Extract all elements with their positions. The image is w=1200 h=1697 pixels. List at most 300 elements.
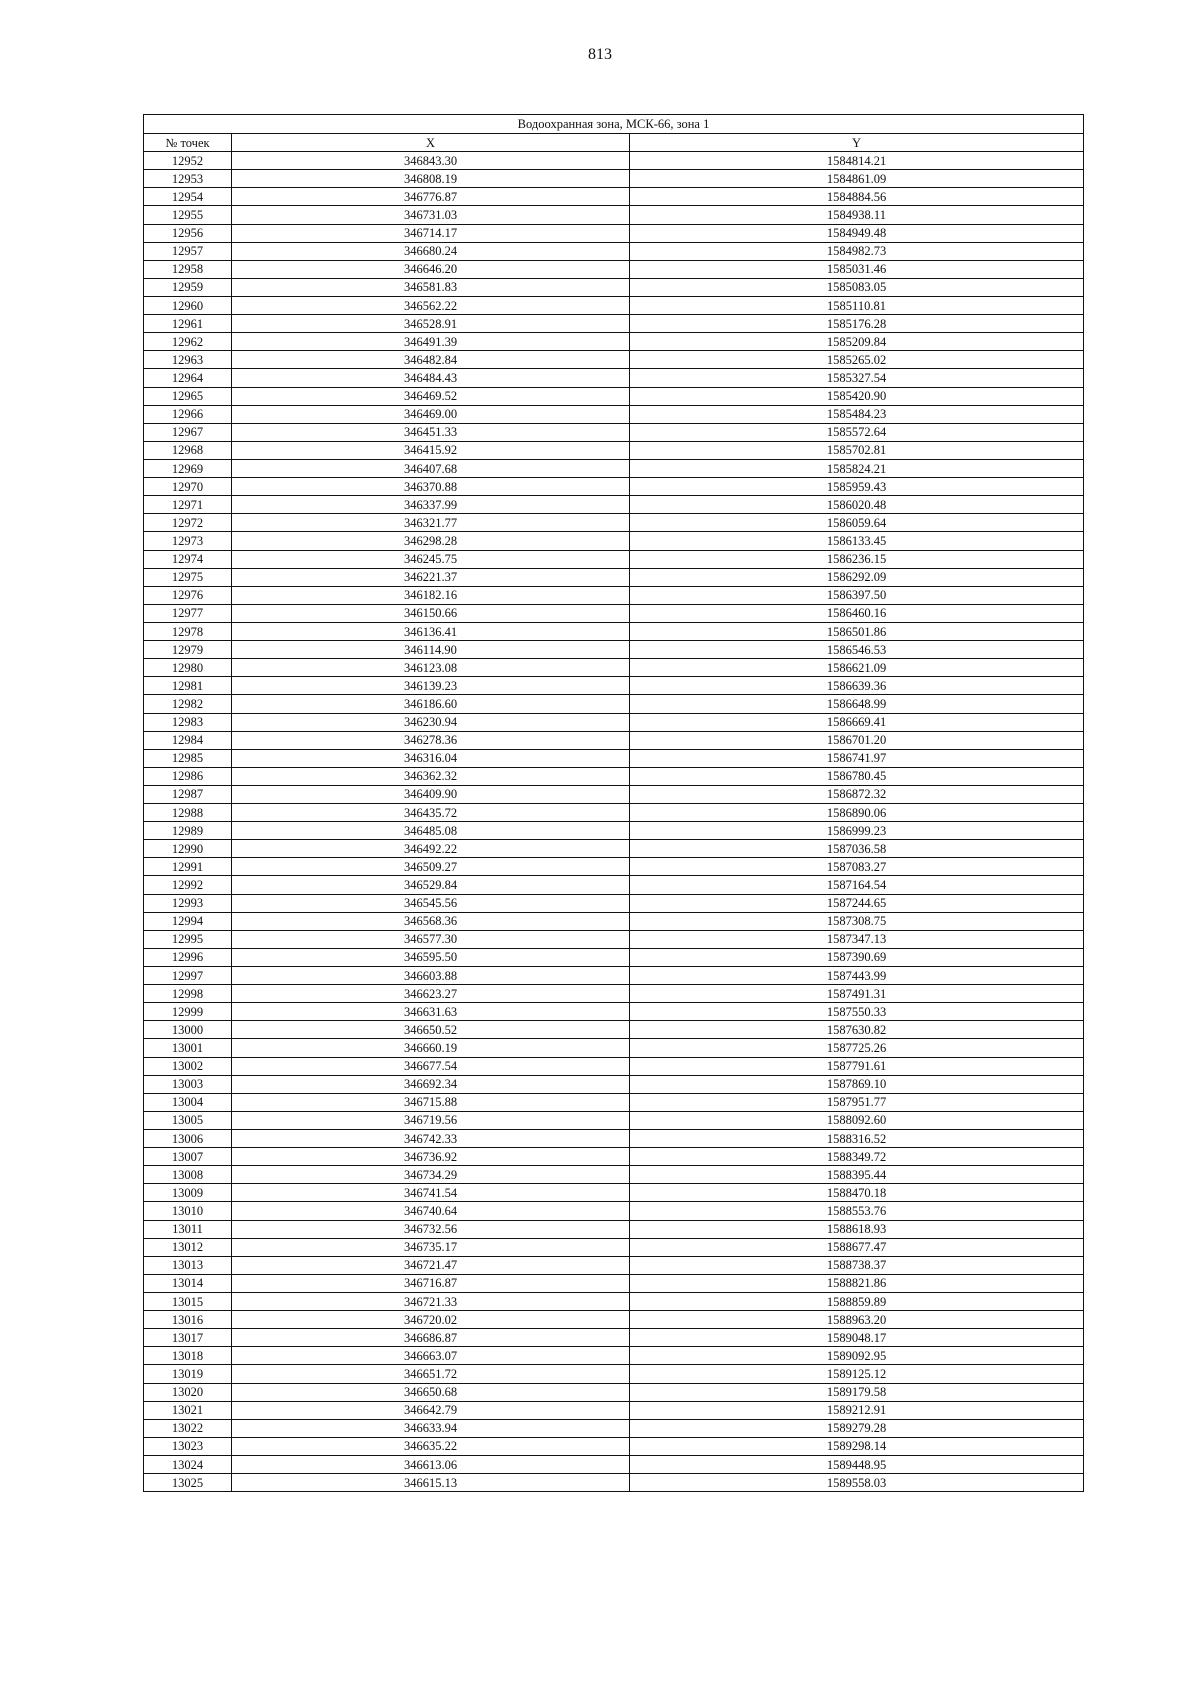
y-coordinate-cell: 1588092.60 (630, 1111, 1084, 1129)
table-row (144, 1039, 1084, 1057)
point-number-cell: 12994 (144, 912, 232, 930)
y-coordinate-cell: 1586501.86 (630, 622, 1084, 640)
point-number-cell: 13007 (144, 1148, 232, 1166)
table-body (144, 152, 1084, 1492)
table-row (144, 441, 1084, 459)
point-number-cell: 12961 (144, 315, 232, 333)
table-row (144, 224, 1084, 242)
table-row (144, 242, 1084, 260)
y-coordinate-cell: 1589298.14 (630, 1437, 1084, 1455)
point-number-cell: 12963 (144, 351, 232, 369)
table-row (144, 1093, 1084, 1111)
x-coordinate-cell: 346316.04 (232, 749, 630, 767)
x-coordinate-cell: 346715.88 (232, 1093, 630, 1111)
x-coordinate-cell: 346740.64 (232, 1202, 630, 1220)
x-coordinate-cell: 346742.33 (232, 1130, 630, 1148)
y-coordinate-cell: 1588349.72 (630, 1148, 1084, 1166)
x-coordinate-cell: 346736.92 (232, 1148, 630, 1166)
x-coordinate-cell: 346482.84 (232, 351, 630, 369)
point-number-cell: 13005 (144, 1111, 232, 1129)
x-coordinate-cell: 346123.08 (232, 659, 630, 677)
table-row (144, 731, 1084, 749)
x-coordinate-cell: 346686.87 (232, 1329, 630, 1347)
point-number-cell: 12973 (144, 532, 232, 550)
y-coordinate-cell: 1589212.91 (630, 1401, 1084, 1419)
table-row (144, 1347, 1084, 1365)
x-coordinate-cell: 346370.88 (232, 478, 630, 496)
table-row (144, 1021, 1084, 1039)
table-row (144, 713, 1084, 731)
point-number-cell: 12992 (144, 876, 232, 894)
point-number-cell: 12982 (144, 695, 232, 713)
table-row (144, 1437, 1084, 1455)
y-coordinate-cell: 1588821.86 (630, 1274, 1084, 1292)
y-coordinate-cell: 1585702.81 (630, 441, 1084, 459)
x-coordinate-cell: 346719.56 (232, 1111, 630, 1129)
table-row (144, 333, 1084, 351)
x-coordinate-cell: 346114.90 (232, 641, 630, 659)
x-coordinate-cell: 346298.28 (232, 532, 630, 550)
table-row (144, 622, 1084, 640)
y-coordinate-cell: 1589048.17 (630, 1329, 1084, 1347)
y-coordinate-cell: 1585083.05 (630, 278, 1084, 296)
x-coordinate-cell: 346595.50 (232, 948, 630, 966)
x-coordinate-cell: 346278.36 (232, 731, 630, 749)
coordinates-table (143, 114, 1084, 1492)
point-number-cell: 13012 (144, 1238, 232, 1256)
x-coordinate-cell: 346581.83 (232, 278, 630, 296)
table-row (144, 1202, 1084, 1220)
point-number-cell: 13023 (144, 1437, 232, 1455)
x-coordinate-cell: 346680.24 (232, 242, 630, 260)
point-number-cell: 13013 (144, 1256, 232, 1274)
table-row (144, 1274, 1084, 1292)
point-number-cell: 12993 (144, 894, 232, 912)
point-number-cell: 13017 (144, 1329, 232, 1347)
point-number-cell: 12985 (144, 749, 232, 767)
table-row (144, 677, 1084, 695)
y-coordinate-cell: 1586236.15 (630, 550, 1084, 568)
x-coordinate-cell: 346721.47 (232, 1256, 630, 1274)
table-row (144, 659, 1084, 677)
y-coordinate-cell: 1586059.64 (630, 514, 1084, 532)
y-coordinate-cell: 1587443.99 (630, 967, 1084, 985)
point-number-cell: 12969 (144, 459, 232, 477)
x-coordinate-cell: 346731.03 (232, 206, 630, 224)
y-coordinate-cell: 1588316.52 (630, 1130, 1084, 1148)
x-coordinate-cell: 346492.22 (232, 840, 630, 858)
x-coordinate-cell: 346562.22 (232, 296, 630, 314)
point-number-cell: 13003 (144, 1075, 232, 1093)
point-number-cell: 13018 (144, 1347, 232, 1365)
x-coordinate-cell: 346732.56 (232, 1220, 630, 1238)
y-coordinate-cell: 1587036.58 (630, 840, 1084, 858)
point-number-cell: 13009 (144, 1184, 232, 1202)
point-number-cell: 12954 (144, 188, 232, 206)
table-row (144, 695, 1084, 713)
y-coordinate-cell: 1586621.09 (630, 659, 1084, 677)
column-header-x: X (232, 134, 630, 152)
table-row (144, 459, 1084, 477)
point-number-cell: 12986 (144, 767, 232, 785)
table-row (144, 1075, 1084, 1093)
x-coordinate-cell: 346150.66 (232, 604, 630, 622)
y-coordinate-cell: 1585176.28 (630, 315, 1084, 333)
x-coordinate-cell: 346139.23 (232, 677, 630, 695)
table-row (144, 948, 1084, 966)
table-row (144, 496, 1084, 514)
x-coordinate-cell: 346650.68 (232, 1383, 630, 1401)
point-number-cell: 12974 (144, 550, 232, 568)
y-coordinate-cell: 1587491.31 (630, 985, 1084, 1003)
y-coordinate-cell: 1587164.54 (630, 876, 1084, 894)
x-coordinate-cell: 346230.94 (232, 713, 630, 731)
x-coordinate-cell: 346415.92 (232, 441, 630, 459)
point-number-cell: 12984 (144, 731, 232, 749)
point-number-cell: 12976 (144, 586, 232, 604)
x-coordinate-cell: 346577.30 (232, 930, 630, 948)
x-coordinate-cell: 346646.20 (232, 260, 630, 278)
point-number-cell: 12975 (144, 568, 232, 586)
point-number-cell: 12998 (144, 985, 232, 1003)
table-row (144, 568, 1084, 586)
point-number-cell: 12952 (144, 152, 232, 170)
point-number-cell: 13021 (144, 1401, 232, 1419)
x-coordinate-cell: 346642.79 (232, 1401, 630, 1419)
y-coordinate-cell: 1586669.41 (630, 713, 1084, 731)
y-coordinate-cell: 1585824.21 (630, 459, 1084, 477)
x-coordinate-cell: 346677.54 (232, 1057, 630, 1075)
y-coordinate-cell: 1586397.50 (630, 586, 1084, 604)
table-row (144, 1474, 1084, 1492)
x-coordinate-cell: 346603.88 (232, 967, 630, 985)
point-number-cell: 12957 (144, 242, 232, 260)
point-number-cell: 12972 (144, 514, 232, 532)
x-coordinate-cell: 346485.08 (232, 822, 630, 840)
y-coordinate-cell: 1584938.11 (630, 206, 1084, 224)
y-coordinate-cell: 1586639.36 (630, 677, 1084, 695)
y-coordinate-cell: 1584982.73 (630, 242, 1084, 260)
y-coordinate-cell: 1589279.28 (630, 1419, 1084, 1437)
y-coordinate-cell: 1587308.75 (630, 912, 1084, 930)
y-coordinate-cell: 1586648.99 (630, 695, 1084, 713)
table-row (144, 1111, 1084, 1129)
x-coordinate-cell: 346735.17 (232, 1238, 630, 1256)
point-number-cell: 12965 (144, 387, 232, 405)
table-row (144, 1419, 1084, 1437)
y-coordinate-cell: 1586890.06 (630, 804, 1084, 822)
x-coordinate-cell: 346721.33 (232, 1293, 630, 1311)
y-coordinate-cell: 1585265.02 (630, 351, 1084, 369)
y-coordinate-cell: 1588859.89 (630, 1293, 1084, 1311)
point-number-cell: 12959 (144, 278, 232, 296)
x-coordinate-cell: 346136.41 (232, 622, 630, 640)
point-number-cell: 12983 (144, 713, 232, 731)
table-row (144, 1401, 1084, 1419)
y-coordinate-cell: 1585420.90 (630, 387, 1084, 405)
y-coordinate-cell: 1587390.69 (630, 948, 1084, 966)
point-number-cell: 13008 (144, 1166, 232, 1184)
x-coordinate-cell: 346623.27 (232, 985, 630, 1003)
table-row (144, 930, 1084, 948)
table-row (144, 985, 1084, 1003)
table-row (144, 387, 1084, 405)
table-row (144, 967, 1084, 985)
point-number-cell: 12991 (144, 858, 232, 876)
table-row (144, 822, 1084, 840)
x-coordinate-cell: 346663.07 (232, 1347, 630, 1365)
point-number-cell: 12980 (144, 659, 232, 677)
table-row (144, 423, 1084, 441)
x-coordinate-cell: 346469.00 (232, 405, 630, 423)
table-row (144, 1130, 1084, 1148)
point-number-cell: 13025 (144, 1474, 232, 1492)
table-row (144, 586, 1084, 604)
point-number-cell: 12955 (144, 206, 232, 224)
y-coordinate-cell: 1586701.20 (630, 731, 1084, 749)
table-row (144, 188, 1084, 206)
y-coordinate-cell: 1588963.20 (630, 1311, 1084, 1329)
point-number-cell: 13020 (144, 1383, 232, 1401)
x-coordinate-cell: 346843.30 (232, 152, 630, 170)
x-coordinate-cell: 346337.99 (232, 496, 630, 514)
y-coordinate-cell: 1585209.84 (630, 333, 1084, 351)
y-coordinate-cell: 1588553.76 (630, 1202, 1084, 1220)
table-row (144, 170, 1084, 188)
point-number-cell: 13011 (144, 1220, 232, 1238)
point-number-cell: 12958 (144, 260, 232, 278)
table-row (144, 1057, 1084, 1075)
y-coordinate-cell: 1589179.58 (630, 1383, 1084, 1401)
x-coordinate-cell: 346529.84 (232, 876, 630, 894)
x-coordinate-cell: 346245.75 (232, 550, 630, 568)
x-coordinate-cell: 346435.72 (232, 804, 630, 822)
column-header-y: Y (630, 134, 1084, 152)
table-row (144, 1329, 1084, 1347)
point-number-cell: 13014 (144, 1274, 232, 1292)
point-number-cell: 12996 (144, 948, 232, 966)
x-coordinate-cell: 346776.87 (232, 188, 630, 206)
y-coordinate-cell: 1585031.46 (630, 260, 1084, 278)
y-coordinate-cell: 1586872.32 (630, 785, 1084, 803)
point-number-cell: 12971 (144, 496, 232, 514)
x-coordinate-cell: 346714.17 (232, 224, 630, 242)
point-number-cell: 12962 (144, 333, 232, 351)
table-row (144, 858, 1084, 876)
x-coordinate-cell: 346568.36 (232, 912, 630, 930)
table-row (144, 296, 1084, 314)
y-coordinate-cell: 1587630.82 (630, 1021, 1084, 1039)
x-coordinate-cell: 346650.52 (232, 1021, 630, 1039)
table-row (144, 1238, 1084, 1256)
table-row (144, 315, 1084, 333)
table-caption: Водоохранная зона, МСК-66, зона 1 (144, 115, 1084, 134)
table-row (144, 767, 1084, 785)
table-row (144, 405, 1084, 423)
table-row (144, 785, 1084, 803)
x-coordinate-cell: 346469.52 (232, 387, 630, 405)
x-coordinate-cell: 346651.72 (232, 1365, 630, 1383)
y-coordinate-cell: 1585572.64 (630, 423, 1084, 441)
x-coordinate-cell: 346613.06 (232, 1455, 630, 1473)
table-row (144, 550, 1084, 568)
x-coordinate-cell: 346182.16 (232, 586, 630, 604)
point-number-cell: 12964 (144, 369, 232, 387)
point-number-cell: 12997 (144, 967, 232, 985)
point-number-cell: 13019 (144, 1365, 232, 1383)
y-coordinate-cell: 1586020.48 (630, 496, 1084, 514)
x-coordinate-cell: 346720.02 (232, 1311, 630, 1329)
x-coordinate-cell: 346491.39 (232, 333, 630, 351)
x-coordinate-cell: 346221.37 (232, 568, 630, 586)
x-coordinate-cell: 346631.63 (232, 1003, 630, 1021)
y-coordinate-cell: 1588618.93 (630, 1220, 1084, 1238)
y-coordinate-cell: 1586741.97 (630, 749, 1084, 767)
x-coordinate-cell: 346409.90 (232, 785, 630, 803)
table-row (144, 804, 1084, 822)
y-coordinate-cell: 1589448.95 (630, 1455, 1084, 1473)
y-coordinate-cell: 1585959.43 (630, 478, 1084, 496)
table-row (144, 260, 1084, 278)
y-coordinate-cell: 1587725.26 (630, 1039, 1084, 1057)
point-number-cell: 13001 (144, 1039, 232, 1057)
point-number-cell: 13000 (144, 1021, 232, 1039)
table-row (144, 1311, 1084, 1329)
table-row (144, 369, 1084, 387)
table-row (144, 840, 1084, 858)
y-coordinate-cell: 1586546.53 (630, 641, 1084, 659)
point-number-cell: 12989 (144, 822, 232, 840)
y-coordinate-cell: 1587244.65 (630, 894, 1084, 912)
table-header-row (144, 134, 1084, 152)
point-number-cell: 12990 (144, 840, 232, 858)
x-coordinate-cell: 346635.22 (232, 1437, 630, 1455)
table-row (144, 1455, 1084, 1473)
x-coordinate-cell: 346451.33 (232, 423, 630, 441)
y-coordinate-cell: 1587951.77 (630, 1093, 1084, 1111)
table-row (144, 1003, 1084, 1021)
y-coordinate-cell: 1586292.09 (630, 568, 1084, 586)
table-row (144, 749, 1084, 767)
y-coordinate-cell: 1589558.03 (630, 1474, 1084, 1492)
point-number-cell: 13010 (144, 1202, 232, 1220)
x-coordinate-cell: 346362.32 (232, 767, 630, 785)
point-number-cell: 12977 (144, 604, 232, 622)
point-number-cell: 12967 (144, 423, 232, 441)
point-number-cell: 12968 (144, 441, 232, 459)
point-number-cell: 12979 (144, 641, 232, 659)
table-caption-row (144, 115, 1084, 134)
table-row (144, 876, 1084, 894)
point-number-cell: 12960 (144, 296, 232, 314)
y-coordinate-cell: 1584949.48 (630, 224, 1084, 242)
x-coordinate-cell: 346615.13 (232, 1474, 630, 1492)
point-number-cell: 13004 (144, 1093, 232, 1111)
y-coordinate-cell: 1589092.95 (630, 1347, 1084, 1365)
point-number-cell: 12988 (144, 804, 232, 822)
x-coordinate-cell: 346186.60 (232, 695, 630, 713)
point-number-cell: 13002 (144, 1057, 232, 1075)
point-number-cell: 13016 (144, 1311, 232, 1329)
point-number-cell: 12981 (144, 677, 232, 695)
x-coordinate-cell: 346321.77 (232, 514, 630, 532)
table-row (144, 641, 1084, 659)
table-row (144, 514, 1084, 532)
x-coordinate-cell: 346716.87 (232, 1274, 630, 1292)
point-number-cell: 12999 (144, 1003, 232, 1021)
x-coordinate-cell: 346660.19 (232, 1039, 630, 1057)
point-number-cell: 12970 (144, 478, 232, 496)
x-coordinate-cell: 346692.34 (232, 1075, 630, 1093)
x-coordinate-cell: 346545.56 (232, 894, 630, 912)
y-coordinate-cell: 1588395.44 (630, 1166, 1084, 1184)
y-coordinate-cell: 1588677.47 (630, 1238, 1084, 1256)
table-row (144, 278, 1084, 296)
y-coordinate-cell: 1585484.23 (630, 405, 1084, 423)
table-row (144, 532, 1084, 550)
table-row (144, 912, 1084, 930)
x-coordinate-cell: 346734.29 (232, 1166, 630, 1184)
point-number-cell: 13015 (144, 1293, 232, 1311)
y-coordinate-cell: 1587869.10 (630, 1075, 1084, 1093)
y-coordinate-cell: 1585327.54 (630, 369, 1084, 387)
page-number: 813 (588, 46, 612, 63)
y-coordinate-cell: 1588738.37 (630, 1256, 1084, 1274)
point-number-cell: 12966 (144, 405, 232, 423)
y-coordinate-cell: 1584861.09 (630, 170, 1084, 188)
x-coordinate-cell: 346741.54 (232, 1184, 630, 1202)
table-row (144, 1256, 1084, 1274)
y-coordinate-cell: 1584884.56 (630, 188, 1084, 206)
table-row (144, 1365, 1084, 1383)
y-coordinate-cell: 1586133.45 (630, 532, 1084, 550)
y-coordinate-cell: 1585110.81 (630, 296, 1084, 314)
x-coordinate-cell: 346407.68 (232, 459, 630, 477)
point-number-cell: 12987 (144, 785, 232, 803)
table-row (144, 604, 1084, 622)
table-row (144, 1184, 1084, 1202)
x-coordinate-cell: 346484.43 (232, 369, 630, 387)
x-coordinate-cell: 346509.27 (232, 858, 630, 876)
table-row (144, 206, 1084, 224)
x-coordinate-cell: 346808.19 (232, 170, 630, 188)
y-coordinate-cell: 1586999.23 (630, 822, 1084, 840)
y-coordinate-cell: 1584814.21 (630, 152, 1084, 170)
point-number-cell: 13024 (144, 1455, 232, 1473)
table-row (144, 1220, 1084, 1238)
table-row (144, 478, 1084, 496)
table-row (144, 351, 1084, 369)
y-coordinate-cell: 1589125.12 (630, 1365, 1084, 1383)
table-row (144, 1166, 1084, 1184)
point-number-cell: 12995 (144, 930, 232, 948)
table-row (144, 894, 1084, 912)
table-row (144, 152, 1084, 170)
point-number-cell: 12953 (144, 170, 232, 188)
y-coordinate-cell: 1587791.61 (630, 1057, 1084, 1075)
y-coordinate-cell: 1586780.45 (630, 767, 1084, 785)
y-coordinate-cell: 1588470.18 (630, 1184, 1084, 1202)
x-coordinate-cell: 346528.91 (232, 315, 630, 333)
y-coordinate-cell: 1587347.13 (630, 930, 1084, 948)
table-row (144, 1148, 1084, 1166)
point-number-cell: 12978 (144, 622, 232, 640)
y-coordinate-cell: 1586460.16 (630, 604, 1084, 622)
point-number-cell: 13022 (144, 1419, 232, 1437)
x-coordinate-cell: 346633.94 (232, 1419, 630, 1437)
column-header-point-number: № точек (144, 134, 232, 152)
point-number-cell: 13006 (144, 1130, 232, 1148)
